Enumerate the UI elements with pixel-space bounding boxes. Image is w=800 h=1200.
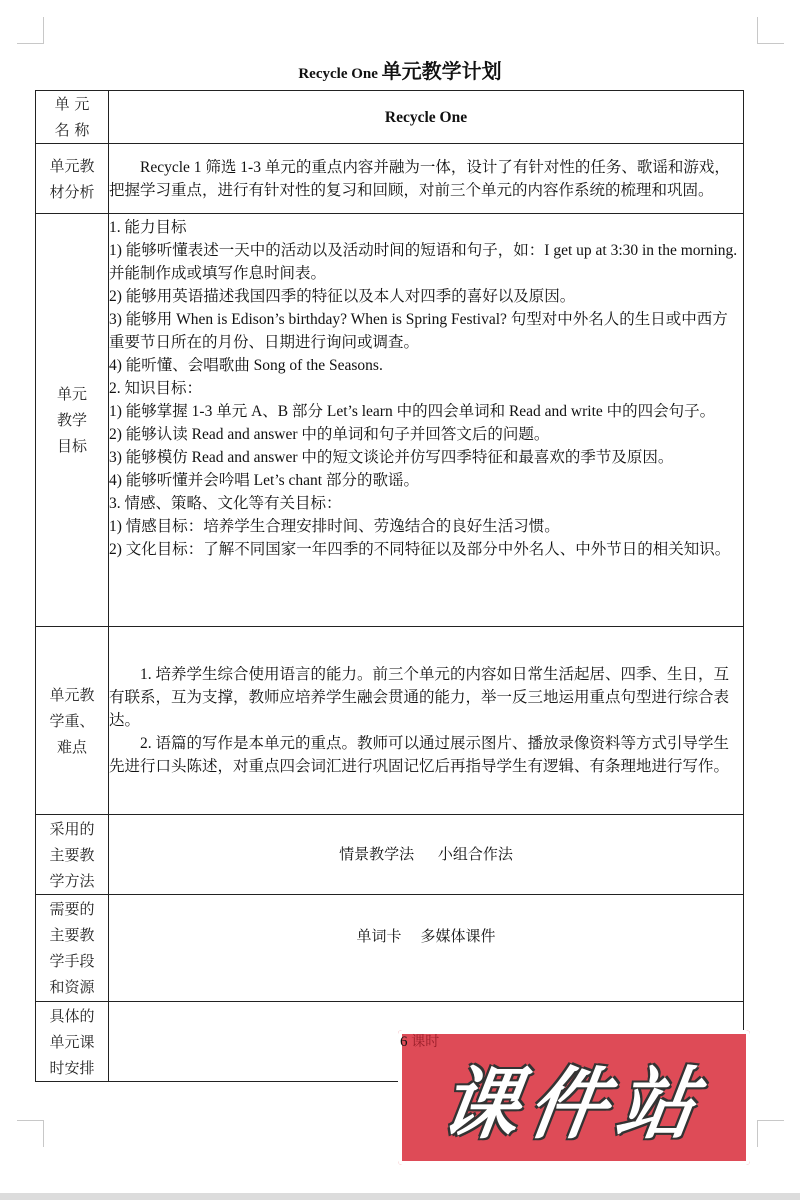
lesson-count-unit: 课时 xyxy=(411,1034,440,1050)
watermark-stamp xyxy=(398,1030,750,1165)
lesson-count xyxy=(400,1031,439,1051)
methods-value: 情景教学法 小组合作法 xyxy=(109,815,744,895)
goal-line: 4) 能够听懂并会吟唱 Let’s chant 部分的歌谣。 xyxy=(109,472,419,489)
label-line: 单元教 xyxy=(49,685,95,704)
page-corner-mark xyxy=(17,1120,44,1147)
title-english: Recycle One xyxy=(298,66,378,82)
goal-line: 1) 情感目标：培养学生合理安排时间、劳逸结合的良好生活习惯。 xyxy=(109,518,560,535)
goal-line: 2) 能够用英语描述我国四季的特征以及本人对四季的喜好以及原因。 xyxy=(109,288,576,305)
key-point-paragraph: 1. 培养学生综合使用语言的能力。前三个单元的内容如日常生活起居、四季、生日，互有联系，互为支撑，教师应培养学生融会贯通的能力，举一反三地运用重点句型进行综合表达。 xyxy=(109,666,730,729)
label-resources xyxy=(36,895,109,1002)
row-methods xyxy=(36,815,744,895)
unit-plan-table xyxy=(35,90,744,1082)
label-line: 教学 xyxy=(56,411,87,429)
label-line: 名 称 xyxy=(54,121,90,139)
lesson-count-number: 6 xyxy=(400,1034,408,1050)
goal-line: 3) 能够模仿 Read and answer 中的短文谈论并仿写四季特征和最喜欢的季节及原因。 xyxy=(109,449,674,466)
row-material-analysis xyxy=(36,144,744,214)
label-schedule xyxy=(36,1002,109,1082)
goal-line: 3) 能够用 When is Edison’s birthday? When is Spring Festival? 句型对中外名人的生日或中西方重要节日所在的月份、日期进行询问或调查。 xyxy=(109,311,728,351)
label-line: 主要教 xyxy=(49,926,95,944)
goal-line: 3. 情感、策略、文化等有关目标： xyxy=(109,495,342,512)
row-key-points xyxy=(36,627,744,815)
page-corner-mark xyxy=(17,17,44,44)
goal-line: 4) 能听懂、会唱歌曲 Song of the Seasons. xyxy=(109,357,383,374)
page-corner-mark xyxy=(757,17,784,44)
key-points-content xyxy=(109,627,744,815)
label-line: 难点 xyxy=(56,737,87,756)
label-line: 单元教 xyxy=(49,156,95,175)
goal-line: 1) 能够掌握 1-3 单元 A、B 部分 Let’s learn 中的四会单词和 Read and write 中的四会句子。 xyxy=(109,403,716,420)
label-line: 单元课 xyxy=(49,1032,95,1051)
label-line: 和资源 xyxy=(49,978,95,996)
watermark-text: 课件站 xyxy=(434,1059,712,1150)
label-teaching-goals xyxy=(36,214,109,627)
goal-line: 1. 能力目标 xyxy=(109,219,187,236)
title-chinese: 单元教学计划 xyxy=(381,59,502,83)
goal-line: 2. 知识目标： xyxy=(109,380,203,397)
label-line: 学手段 xyxy=(49,952,95,970)
key-point-paragraph: 2. 语篇的写作是本单元的重点。教师可以通过展示图片、播放录像资料等方式引导学生先进行口头陈述，对重点四会词汇进行巩固记忆后再指导学生有逻辑、有条理地进行写作。 xyxy=(109,735,730,775)
label-key-points xyxy=(36,627,109,815)
label-line: 需要的 xyxy=(49,900,95,918)
goal-line: 1) 能够听懂表述一天中的活动以及活动时间的短语和句子，如：I get up at 3:30 in the morning. 并能制作成或填写作息时间表。 xyxy=(109,242,738,282)
label-line: 单 元 xyxy=(54,95,90,113)
label-line: 时安排 xyxy=(49,1058,95,1077)
label-line: 具体的 xyxy=(49,1006,95,1025)
label-line: 采用的 xyxy=(49,819,95,838)
label-methods xyxy=(36,815,109,895)
label-unit-name xyxy=(36,91,109,144)
teaching-goals-content xyxy=(109,214,744,627)
goal-line: 2) 能够认读 Read and answer 中的单词和句子并回答文后的问题。 xyxy=(109,426,550,443)
resources-value: 单词卡 多媒体课件 xyxy=(109,895,744,1002)
label-line: 主要教 xyxy=(49,845,95,864)
document-title xyxy=(0,55,800,84)
row-unit-name xyxy=(36,91,744,144)
label-line: 学方法 xyxy=(49,871,95,890)
unit-name-value: Recycle One xyxy=(109,91,744,144)
label-line: 学重、 xyxy=(49,711,95,730)
label-line: 材分析 xyxy=(49,182,95,201)
row-teaching-goals xyxy=(36,214,744,627)
page-edge xyxy=(0,1193,800,1200)
row-resources xyxy=(36,895,744,1002)
label-line: 单元 xyxy=(56,385,87,403)
material-analysis-text: Recycle 1 筛选 1-3 单元的重点内容并融为一体，设计了有针对性的任务、歌谣和游戏，把握学习重点，进行有针对性的复习和回顾，对前三个单元的内容作系统的梳理和巩固。 xyxy=(109,144,744,214)
label-material-analysis xyxy=(36,144,109,214)
goal-line: 2) 文化目标：了解不同国家一年四季的不同特征以及部分中外名人、中外节日的相关知识。 xyxy=(109,541,731,558)
page-corner-mark xyxy=(757,1120,784,1147)
label-line: 目标 xyxy=(56,437,87,455)
